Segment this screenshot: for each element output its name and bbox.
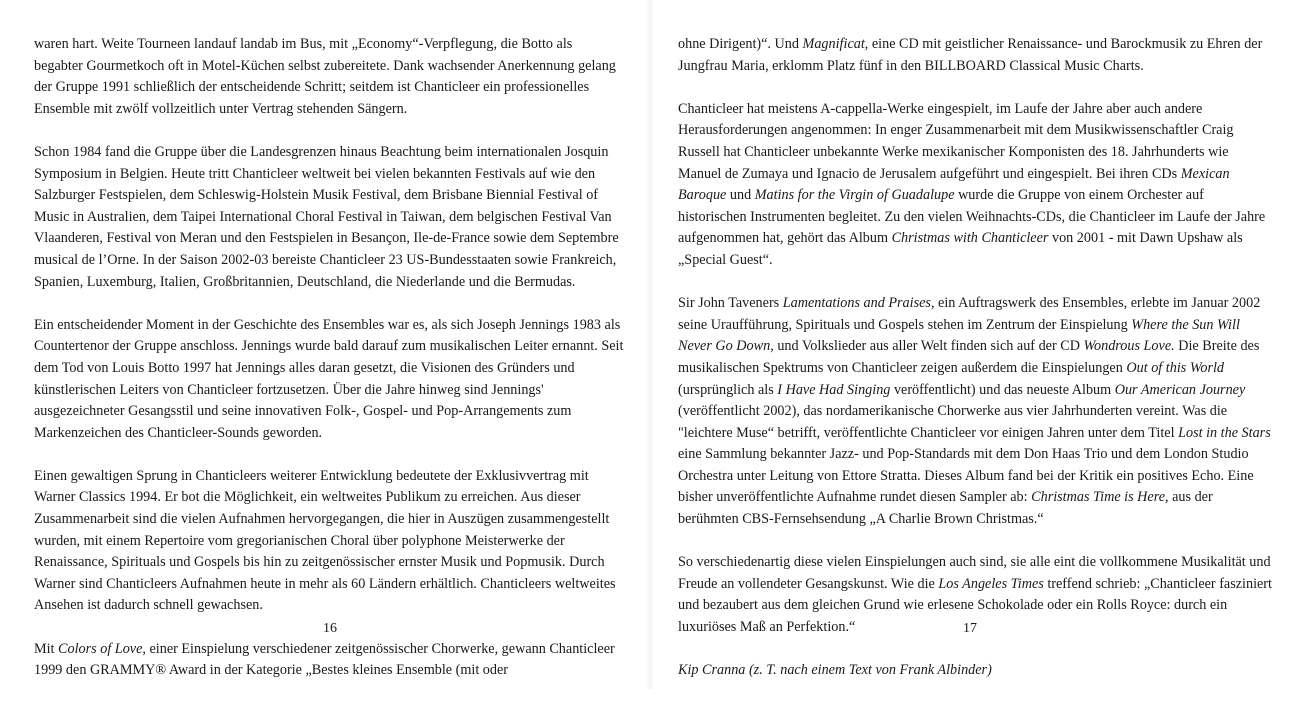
text-run: treffend schrieb: „Chanticleer fasziniert und bezaubert aus dem gleichen Grund wie erlesene Schokolade oder ein Rolls Royce: durch ein luxuriöses Maß an Perfektion.“ — [678, 575, 1272, 636]
text-run: , einer Einspielung verschiedener zeitgenössischer Chorwerke, gewann Chanticleer 1999 den GRAMMY® Award in der Kategorie „Bestes kleines Ensemble (mit oder — [34, 640, 615, 679]
paragraph — [34, 34, 624, 120]
text-run: und Volkslieder aus aller Welt finden sich auf der CD — [773, 338, 1084, 355]
paragraph — [34, 315, 624, 445]
paragraph — [678, 99, 1273, 272]
text-run: Sir John Taveners — [678, 295, 783, 312]
page-number-left: 16 — [323, 621, 337, 636]
italic-title: Wondrous Love. — [1083, 338, 1175, 355]
left-page-text — [34, 34, 624, 703]
right-page-text — [678, 34, 1273, 703]
paragraph — [34, 466, 624, 617]
text-run: , ein Auftragswerk des Ensembles, erlebte im Januar 2002 seine Uraufführung, Spirituals und Gospels stehen im Zentrum der Einspielung — [678, 295, 1261, 333]
italic-title: Christmas with Chanticleer — [891, 230, 1049, 247]
text-run: eine CD mit geistlicher Renaissance- und Barockmusik zu Ehren der Jungfrau Maria, erklomm Platz fünf in den BILLBOARD Classical Music Charts. — [678, 36, 1263, 74]
italic-title: Christmas Time is Here — [1031, 489, 1166, 506]
italic-title: Lost in the Stars — [1178, 424, 1271, 441]
paragraph — [34, 639, 624, 682]
text-run: Ein entscheidender Moment in der Geschichte des Ensembles war es, als sich Joseph Jennings 1983 als Countertenor der Gruppe anschloss. Jennings wurde bald darauf zum musikalischen Leiter ernannt. Seit dem Tod von Louis Botto 1997 hat Jennings alles daran gesetzt, die Visionen des Gründers und künstlerischen Leiters von Chanticleer fortzusetzen. Über die Jahre hinweg sind Jennings' ausgezeichneter Gesangsstil und seine innovativen Folk-, Gospel- und Pop-Arrangements zum Markenzeichen des Chanticleer-Sounds geworden. — [34, 316, 624, 441]
italic-title: Los Angeles Times — [938, 575, 1044, 592]
text-run: Einen gewaltigen Sprung in Chanticleers weiterer Entwicklung bedeutete der Exklusivvertrag mit Warner Classics 1994. Er bot die Möglichkeit, ein weltweites Publikum zu erreichen. Aus dieser Zusammenarbeit sind die vielen Aufnahmen hervorgegangen, die hier in Auszügen zusammengestellt wurden, mit einem Repertoire vom gregorianischen Choral über polyphone Meisterwerke der Renaissance, Spirituals und Gospels bis hin zu zeitgenössischer ernster Musik und Popmusik. Durch Warner sind Chanticleers Aufnahmen heute in mehr als 60 Ländern erhältlich. Chanticleers weltweites Ansehen ist dadurch schnell gewachsen. — [34, 467, 616, 614]
italic-title: Kip Cranna (z. T. nach einem Text von Frank Albinder) — [678, 662, 992, 679]
italic-title: Colors of Love — [58, 640, 143, 657]
italic-title: Lamentations and Praises — [782, 295, 931, 312]
author-credit — [678, 660, 1273, 682]
italic-title: Matins for the Virgin of Guadalupe — [754, 187, 955, 204]
text-run: veröffentlicht) und das neueste Album — [890, 381, 1115, 398]
text-run: So verschiedenartig diese vielen Einspielungen auch sind, sie alle eint die vollkommene Musikalität und Freude an vollendeter Gesangskunst. Wie die — [678, 554, 1271, 592]
text-run: von 2001 - mit Dawn Upshaw als „Special Guest“. — [678, 230, 1243, 268]
text-run: ohne Dirigent)“. Und — [678, 36, 803, 52]
text-run: eine Sammlung bekannter Jazz- und Pop-Standards mit dem Don Haas Trio und dem London Studio Orchestra unter Leitung von Ettore Stratta. Dieses Album fand bei der Kritik ein positives Echo. Eine bisher unveröffentlichte Aufnahme rundet diesen Sampler ab: — [678, 446, 1254, 506]
italic-title: Magnificat, — [802, 36, 869, 52]
text-run: Mit — [34, 640, 59, 657]
text-run: , aus der berühmten CBS-Fernsehsendung „A Charlie Brown Christmas.“ — [678, 489, 1213, 528]
text-run: und — [726, 187, 755, 204]
text-run: (veröffentlicht 2002), das nordamerikanische Chorwerke aus vier Jahrhunderten vereint. Was die "leichtere Muse“ betrifft, veröffentlichte Chanticleer vor einigen Jahren unter dem Titel — [678, 403, 1228, 441]
text-run: (ursprünglich als — [678, 381, 778, 398]
text-run: Die Breite des musikalischen Spektrums von Chanticleer zeigen außerdem die Einspielungen — [678, 338, 1260, 376]
italic-title: I Have Had Singing — [777, 381, 891, 398]
paragraph — [678, 293, 1273, 531]
text-run: Chanticleer hat meistens A-cappella-Werke eingespielt, im Laufe der Jahre aber auch andere Herausforderungen angenommen: In enger Zusammenarbeit mit dem Musikwissenschaftler Craig Russell hat Chanticleer unbekannte Werke mexikanischer Komponisten des 18. Jahrhunderts wie Manuel de Zumaya und Ignacio de Jerusalem aufgeführt und eingespielt. Bei ihren CDs — [678, 100, 1234, 182]
paragraph — [34, 142, 624, 293]
italic-title: Out of this World — [1126, 359, 1224, 376]
paragraph — [678, 34, 1273, 77]
italic-title: Our American Journey — [1114, 381, 1246, 398]
italic-title: Mexican Baroque — [678, 165, 1230, 204]
page-number-right: 17 — [963, 621, 977, 636]
right-page — [650, 0, 1311, 689]
italic-title: Where the Sun Will Never Go Down, — [678, 316, 1240, 355]
left-page — [0, 0, 650, 689]
text-run: Schon 1984 fand die Gruppe über die Landesgrenzen hinaus Beachtung beim internationalen Josquin Symposium in Belgien. Heute tritt Chanticleer weltweit bei vielen bekannten Festivals auf wie den Salzburger Festspielen, dem Schleswig-Holstein Musik Festival, dem Brisbane Biennial Festival of Music in Australien, dem Taipei International Choral Festival in Taiwan, dem belgischen Festival Van Vlaanderen, Festival von Meran und den Festspielen in Besançon, Ile-de-France sowie dem Septembre musical de l’Orne. In der Saison 2002-03 bereiste Chanticleer 23 US-Bundesstaaten sowie Frankreich, Spanien, Luxemburg, Italien, Großbritannien, Deutschland, die Niederlande und die Bermudas. — [34, 143, 619, 290]
text-run: wurde die Gruppe von einem Orchester auf historischen Instrumenten begleitet. Zu den vielen Weihnachts-CDs, die Chanticleer im Laufe der Jahre aufgenommen hat, gehört das Album — [678, 187, 1266, 247]
text-run: waren hart. Weite Tourneen landauf landab im Bus, mit „Economy“-Verpflegung, die Botto als begabter Gourmetkoch oft in Motel-Küchen selbst zubereitete. Dank wachsender Anerkennung gelang der Gruppe 1991 schließlich der entscheidende Schritt; seitdem ist Chanticleer ein professionelles Ensemble mit zwölf vollzeitlich unter Vertrag stehenden Sängern. — [34, 36, 616, 117]
